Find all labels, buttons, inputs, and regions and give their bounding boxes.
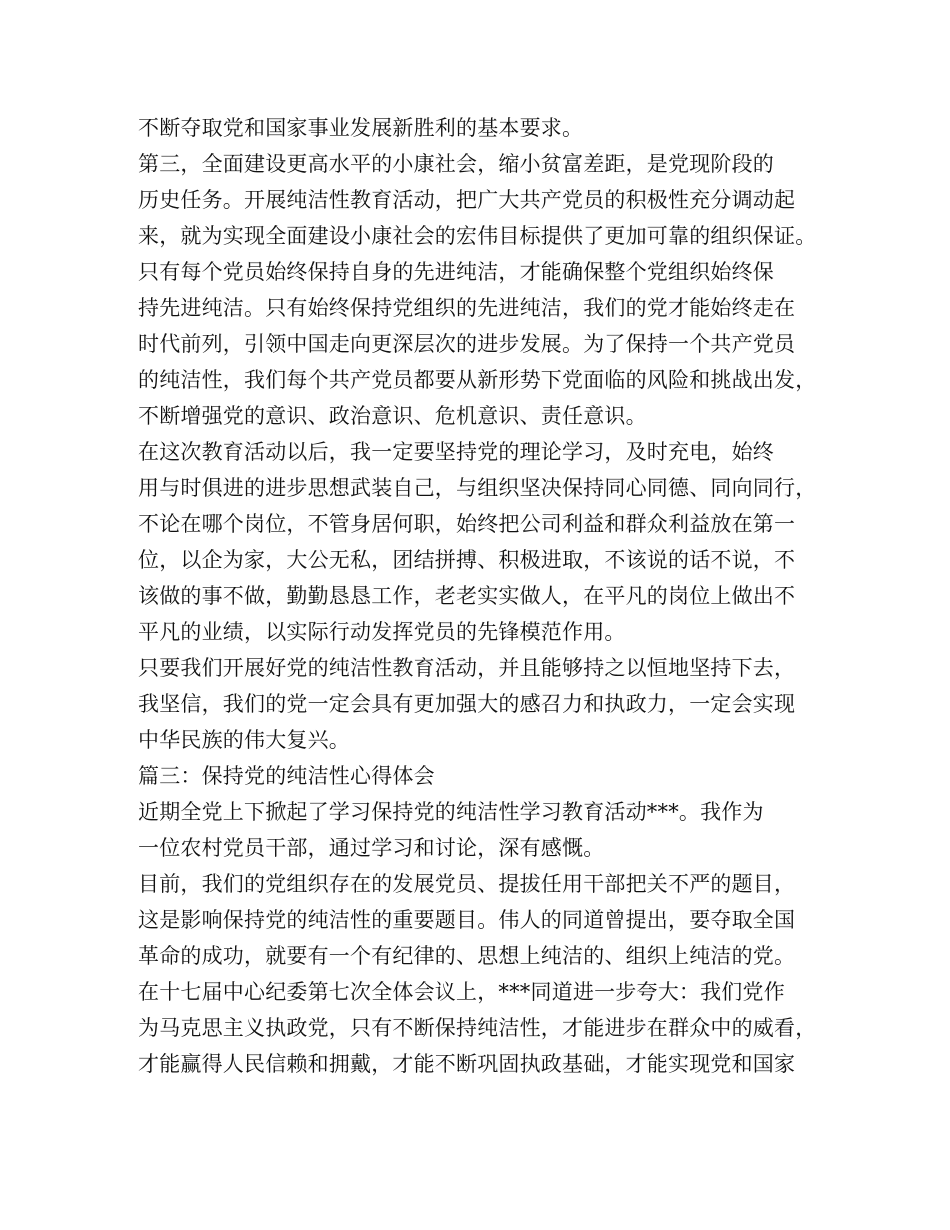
text-line: 在这次教育活动以后，我一定要坚持党的理论学习，及时充电，始终 (138, 440, 774, 464)
text-line: 中华民族的伟大复兴。 (138, 728, 350, 752)
text-line: 不断夺取党和国家事业发展新胜利的基本要求。 (138, 116, 584, 140)
text-line: 这是影响保持党的纯洁性的重要题目。伟人的同道曾提出，要夺取全国 (138, 908, 796, 932)
text-line: 来，就为实现全面建设小康社会的宏伟目标提供了更加可靠的组织保证。 (138, 224, 817, 248)
text-line: 不断增强党的意识、政治意识、危机意识、责任意识。 (138, 404, 647, 428)
text-line: 近期全党上下掀起了学习保持党的纯洁性学习教育活动***。我作为 (138, 800, 764, 824)
text-line: 位，以企为家，大公无私，团结拼搏、积极进取，不该说的话不说，不 (138, 548, 796, 572)
text-line: 的纯洁性，我们每个共产党员都要从新形势下党面临的风险和挑战出发， (138, 368, 817, 392)
text-line: 该做的事不做，勤勤恳恳工作，老老实实做人，在平凡的岗位上做出不 (138, 584, 796, 608)
text-line: 平凡的业绩，以实际行动发挥党员的先锋模范作用。 (138, 620, 626, 644)
text-line: 才能赢得人民信赖和拥戴，才能不断巩固执政基础，才能实现党和国家 (138, 1052, 796, 1076)
text-line: 一位农村党员干部，通过学习和讨论，深有感慨。 (138, 836, 605, 860)
text-line: 革命的成功，就要有一个有纪律的、思想上纯洁的、组织上纯洁的党。 (138, 944, 796, 968)
text-line: 我坚信，我们的党一定会具有更加强大的感召力和执政力，一定会实现 (138, 692, 796, 716)
text-line: 目前，我们的党组织存在的发展党员、提拔任用干部把关不严的题目， (138, 872, 796, 896)
text-line: 只要我们开展好党的纯洁性教育活动，并且能够持之以恒地坚持下去， (138, 656, 796, 680)
text-line: 不论在哪个岗位，不管身居何职，始终把公司利益和群众利益放在第一 (138, 512, 796, 536)
text-line: 为马克思主义执政党，只有不断保持纯洁性，才能进步在群众中的威看， (138, 1016, 817, 1040)
text-line: 第三，全面建设更高水平的小康社会，缩小贫富差距，是党现阶段的 (138, 152, 774, 176)
text-line: 时代前列，引领中国走向更深层次的进步发展。为了保持一个共产党员 (138, 332, 796, 356)
section-heading: 篇三：保持党的纯洁性心得体会 (138, 764, 435, 788)
text-line: 在十七届中心纪委第七次全体会议上，***同道进一步夸大：我们党作 (138, 980, 785, 1004)
text-line: 历史任务。开展纯洁性教育活动，把广大共产党员的积极性充分调动起 (138, 188, 796, 212)
text-line: 只有每个党员始终保持自身的先进纯洁，才能确保整个党组织始终保 (138, 260, 774, 284)
text-line: 用与时俱进的进步思想武装自己，与组织坚决保持同心同德、同向同行， (138, 476, 817, 500)
text-line: 持先进纯洁。只有始终保持党组织的先进纯洁，我们的党才能始终走在 (138, 296, 796, 320)
